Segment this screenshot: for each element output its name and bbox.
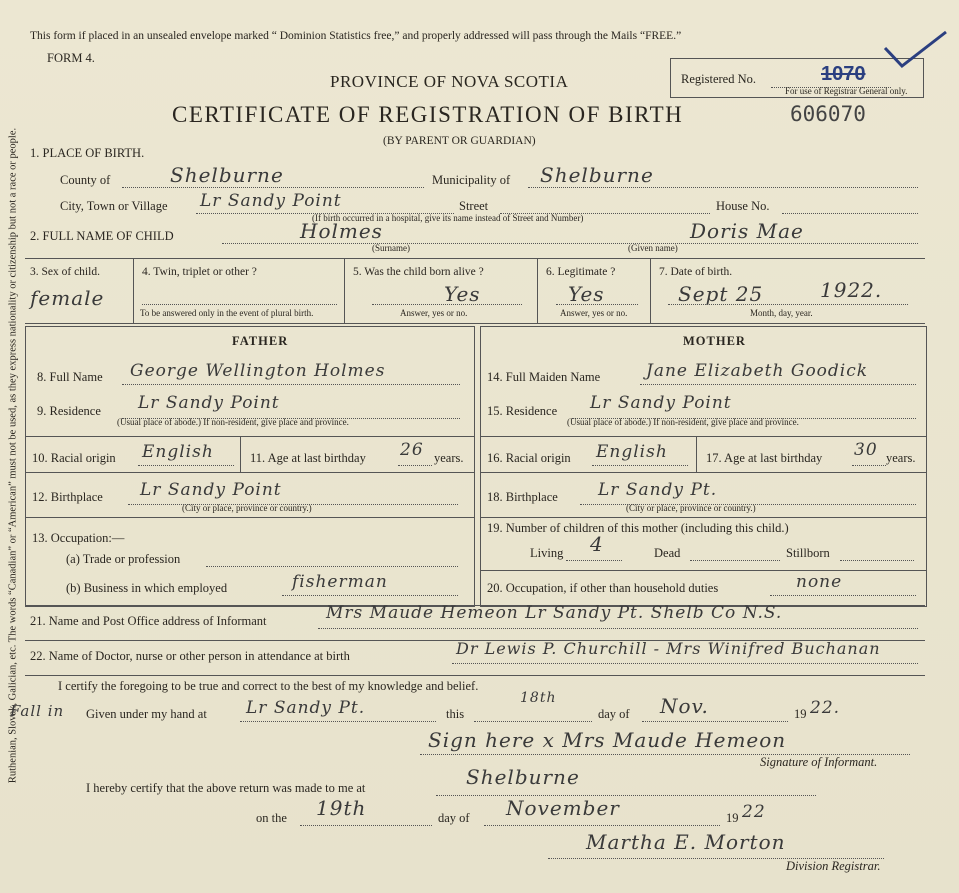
certify-month-value: Nov. <box>660 694 709 718</box>
province-title: PROVINCE OF NOVA SCOTIA <box>330 72 569 91</box>
mother-name-label: 14. Full Maiden Name <box>487 370 601 384</box>
twin-label: 4. Twin, triplet or other ? <box>142 266 257 278</box>
father-business-value: fisherman <box>292 572 388 592</box>
mailing-notice: This form if placed in an unsealed envelope marked “ Dominion Statistics free,” and properly addressed will pass through the Mails “FREE.” <box>30 30 682 42</box>
county-value: Shelburne <box>170 163 284 187</box>
mother-racial-label: 16. Racial origin <box>487 451 571 465</box>
father-name-value: George Wellington Holmes <box>130 361 386 381</box>
doctor-label: 22. Name of Doctor, nurse or other person in attendance at birth <box>30 649 350 663</box>
mother-children-label: 19. Number of children of this mother (including this child.) <box>487 521 789 535</box>
registrar-year-value: 22 <box>742 802 766 822</box>
mother-residence-value: Lr Sandy Point <box>590 393 732 413</box>
father-trade-label: (a) Trade or profession <box>66 552 181 566</box>
stamped-number: 606070 <box>790 102 866 126</box>
form-number: FORM 4. <box>47 51 95 65</box>
informant-signature: Sign here x Mrs Maude Hemeon <box>428 728 787 752</box>
certify-day-label: day of <box>598 707 630 721</box>
father-occupation-label: 13. Occupation:— <box>32 531 125 545</box>
certify-day-value: 18th <box>520 690 557 706</box>
father-birthplace-value: Lr Sandy Point <box>140 480 282 500</box>
given-place-value: Lr Sandy Pt. <box>246 698 366 718</box>
street-label: Street <box>459 199 489 213</box>
mother-name-value: Jane Elizabeth Goodick <box>646 361 869 381</box>
registrar-on-label: on the <box>256 811 287 825</box>
mother-stillborn-label: Stillborn <box>786 546 830 560</box>
registered-label: Registered No. <box>681 72 756 86</box>
mother-age-label: 17. Age at last birthday <box>706 451 823 465</box>
certify-year-prefix: 19 <box>794 707 807 721</box>
given-name-note: (Given name) <box>628 243 678 253</box>
certificate-subtitle: (BY PARENT OR GUARDIAN) <box>383 135 536 147</box>
mother-age-value: 30 <box>854 440 878 460</box>
father-birthplace-label: 12. Birthplace <box>32 490 103 504</box>
alive-label: 5. Was the child born alive ? <box>353 266 484 278</box>
father-age-value: 26 <box>400 440 424 460</box>
legitimate-note: Answer, yes or no. <box>560 308 628 318</box>
father-residence-note: (Usual place of abode.) If non-resident, give place and province. <box>117 417 349 427</box>
registered-number: 1070 <box>821 63 866 85</box>
father-residence-label: 9. Residence <box>37 404 101 418</box>
given-under-label: Given under my hand at <box>86 707 207 721</box>
registrar-month-value: November <box>506 796 620 820</box>
twin-note: To be answered only in the event of plural birth. <box>140 308 314 318</box>
father-racial-label: 10. Racial origin <box>32 451 116 465</box>
registrar-place-value: Shelburne <box>466 765 580 789</box>
doctor-value: Dr Lewis P. Churchill - Mrs Winifred Buchanan <box>456 639 881 658</box>
sex-label: 3. Sex of child. <box>30 266 100 278</box>
municipality-value: Shelburne <box>540 163 654 187</box>
certify-this-label: this <box>446 707 465 721</box>
registrar-day-value: 19th <box>316 796 367 820</box>
father-birthplace-note: (City or place, province or country.) <box>182 503 312 513</box>
dob-value: Sept 25 <box>678 282 764 306</box>
father-name-label: 8. Full Name <box>37 370 103 384</box>
registrar-text: I hereby certify that the above return was made to me at <box>86 781 366 795</box>
registered-note: For use of Registrar General only. <box>785 86 908 96</box>
alive-value: Yes <box>444 282 481 306</box>
mother-age-unit: years. <box>886 451 916 465</box>
mother-birthplace-label: 18. Birthplace <box>487 490 558 504</box>
mother-birthplace-value: Lr Sandy Pt. <box>598 480 718 500</box>
mother-dead-label: Dead <box>654 546 681 560</box>
dob-label: 7. Date of birth. <box>659 266 733 278</box>
surname-note: (Surname) <box>372 243 410 253</box>
mother-residence-note: (Usual place of abode.) If non-resident, give place and province. <box>567 417 799 427</box>
child-surname: Holmes <box>300 219 383 243</box>
mother-birthplace-note: (City or place, province or country.) <box>626 503 756 513</box>
informant-signature-label: Signature of Informant. <box>760 755 878 769</box>
father-business-label: (b) Business in which employed <box>66 581 228 595</box>
hospital-note: (If birth occurred in a hospital, give its name instead of Street and Number) <box>312 213 584 223</box>
sex-value: female <box>30 286 105 310</box>
side-margin-text: Ruthenian, Slovak, Galician, etc. The words “Canadian” or “American” must not be used, as they express nationality or citizenship but not a race or people. <box>7 127 19 784</box>
father-heading: FATHER <box>232 334 289 348</box>
father-racial-value: English <box>142 442 214 462</box>
dob-note: Month, day, year. <box>750 308 813 318</box>
mother-racial-value: English <box>596 442 668 462</box>
city-value: Lr Sandy Point <box>200 191 342 211</box>
mother-occupation-value: none <box>796 572 843 592</box>
child-given-name: Doris Mae <box>690 219 804 243</box>
certify-text: I certify the foregoing to be true and correct to the best of my knowledge and belief. <box>58 679 479 693</box>
mother-living-value: 4 <box>590 532 604 556</box>
registrar-day-label: day of <box>438 811 470 825</box>
alive-note: Answer, yes or no. <box>400 308 468 318</box>
father-age-unit: years. <box>434 451 464 465</box>
certify-year-value: 22. <box>810 698 841 718</box>
mother-heading: MOTHER <box>683 334 746 348</box>
legitimate-label: 6. Legitimate ? <box>546 266 616 278</box>
mother-living-label: Living <box>530 546 564 560</box>
certify-margin-note: Fall in <box>10 702 65 720</box>
legitimate-value: Yes <box>568 282 605 306</box>
certificate-title: CERTIFICATE OF REGISTRATION OF BIRTH <box>172 102 684 127</box>
informant-label: 21. Name and Post Office address of Informant <box>30 614 267 628</box>
dob-year: 1922. <box>820 278 883 302</box>
registrar-year-prefix: 19 <box>726 811 739 825</box>
municipality-label: Municipality of <box>432 173 511 187</box>
mother-residence-label: 15. Residence <box>487 404 558 418</box>
father-age-label: 11. Age at last birthday <box>250 451 366 465</box>
registrar-signature-label: Division Registrar. <box>786 859 881 873</box>
mother-occupation-label: 20. Occupation, if other than household duties <box>487 581 719 595</box>
father-residence-value: Lr Sandy Point <box>138 393 280 413</box>
registrar-signature: Martha E. Morton <box>586 830 786 854</box>
city-label: City, Town or Village <box>60 199 168 213</box>
place-of-birth-heading: 1. PLACE OF BIRTH. <box>30 146 145 160</box>
child-name-label: 2. FULL NAME OF CHILD <box>30 229 174 243</box>
informant-value: Mrs Maude Hemeon Lr Sandy Pt. Shelb Co N.S. <box>326 603 783 623</box>
house-no-label: House No. <box>716 199 770 213</box>
blue-check-mark-icon <box>880 30 950 70</box>
county-label: County of <box>60 173 111 187</box>
